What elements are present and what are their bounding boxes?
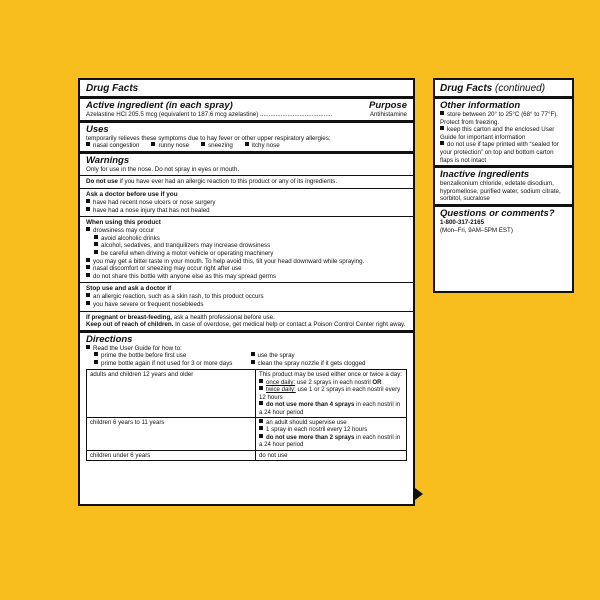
list-item: have had recent nose ulcers or nose surgery (86, 199, 407, 207)
list-item: store between 20° to 25°C (68° to 77°F). Protect from freezing. (440, 111, 559, 126)
divider (80, 330, 413, 333)
questions-heading: Questions or comments? (440, 207, 555, 219)
warning-nose-only: Only for use in the nose. Do not spray in eyes or mouth. (86, 165, 240, 173)
drug-facts-panel (78, 78, 415, 506)
list-item: keep this carton and the enclosed User Guide for important information (440, 126, 555, 141)
table-row (87, 450, 407, 460)
purpose-heading: Purpose (368, 100, 407, 111)
uses-list (86, 142, 407, 150)
divider (435, 204, 572, 207)
stop-use-heading: Stop use and ask a doctor if (86, 285, 172, 293)
divider (80, 96, 413, 99)
contact-hours: (Mon–Fri, 9AM–5PM EST) (440, 226, 513, 234)
divider (435, 96, 572, 99)
list-item: nasal congestion (86, 142, 139, 150)
list-item: you may get a bitter taste in your mouth. To help avoid this, tilt your head downward while spraying. (86, 258, 407, 266)
active-ingredient-heading: Active ingredient (in each spray) (86, 100, 233, 111)
pregnancy-warning: If pregnant or breast-feeding, ask a health professional before use. (86, 313, 275, 321)
panel-title: Drug Facts (continued) (440, 83, 546, 94)
list-item: prime the bottle before first use (94, 352, 251, 360)
list-item: have had a nose injury that has not healed (86, 207, 407, 215)
age-cell: children under 6 years (87, 450, 256, 460)
do-not-use: Do not use if you have ever had an allergic reaction to this product or any of its ingredients. (86, 178, 338, 186)
list-item: itchy nose (245, 142, 280, 150)
dose-cell: This product may be used either once or twice a day: once daily: use 2 sprays in each nostril OR twice daily: use 1 or 2 sprays in each nostril every 12 hours do not use more than 4 sprays in each nostril in a 24 hour period (256, 370, 407, 417)
list-item: be careful when driving a motor vehicle or operating machinery (86, 250, 407, 258)
other-information-heading: Other information (440, 100, 521, 111)
list-item: an allergic reaction, such as a skin rash, to this product occurs (86, 293, 407, 301)
inactive-ingredients-heading: Inactive ingredients (440, 169, 530, 181)
list-item: Read the User Guide for how to: (86, 345, 407, 353)
panel-title: Drug Facts (86, 83, 139, 94)
list-item: do not share this bottle with anyone else as this may spread germs (86, 273, 407, 281)
list-item: clean the spray nozzle if it gets clogged (251, 360, 408, 368)
when-using-heading: When using this product (86, 219, 161, 227)
list-item: use the spray (251, 352, 408, 360)
divider (80, 151, 413, 154)
drug-facts-continued-panel (433, 78, 574, 293)
list-item: alcohol, sedatives, and tranquilizers may increase drowsiness (86, 242, 407, 250)
ask-doctor-heading: Ask a doctor before use if you (86, 190, 178, 198)
list-item: drowsiness may occur (86, 227, 407, 235)
list-item: runny nose (151, 142, 189, 150)
age-cell: adults and children 12 years and older (87, 370, 256, 417)
divider (80, 120, 413, 123)
dose-cell: do not use (256, 450, 407, 460)
table-row (87, 370, 407, 417)
directions-heading: Directions (86, 333, 133, 345)
list-item: sneezing (201, 142, 233, 150)
directions-how-to-list (86, 352, 407, 367)
active-ingredient-text: Azelastine HCl 205.5 mcg (equivalent to 187.6 mcg azelastine) .......................................... (86, 111, 333, 118)
divider (80, 175, 413, 176)
warnings-heading: Warnings (86, 154, 130, 166)
list-item: you have severe or frequent nosebleeds (86, 301, 407, 309)
list-item: prime bottle again if not used for 3 or more days (94, 360, 251, 368)
table-row (87, 417, 407, 450)
active-ingredient-purpose: Antihistamine (369, 111, 407, 118)
dose-cell: an adult should supervise use 1 spray in each nostril every 12 hours do not use more than 2 sprays in each nostril in a 24 hour period (256, 417, 407, 450)
divider (80, 216, 413, 217)
list-item: avoid alcoholic drinks (86, 235, 407, 243)
divider (80, 188, 413, 189)
list-item: do not use if tape printed with “sealed for your protection” on top and bottom carton flaps is not intact (440, 141, 559, 164)
continued-arrow-icon (415, 488, 423, 500)
keep-out-of-reach: Keep out of reach of children. In case of overdose, get medical help or contact a Poison Control Center right away. (86, 321, 406, 329)
inactive-ingredients-text: benzalkonium chloride, edetate disodium, hypromellose, purified water, sodium citrate, sorbitol, sucralose (440, 180, 561, 203)
list-item: nasal discomfort or sneezing may occur right after use (86, 265, 407, 273)
phone-number: 1-800-317-2165 (440, 218, 485, 226)
age-cell: children 6 years to 11 years (87, 417, 256, 450)
divider (80, 282, 413, 283)
uses-heading: Uses (86, 123, 109, 135)
divider (435, 165, 572, 168)
dosage-table (86, 369, 407, 460)
divider (80, 311, 413, 312)
uses-intro: temporarily relieves these symptoms due to hay fever or other upper respiratory allergies: (86, 134, 331, 142)
